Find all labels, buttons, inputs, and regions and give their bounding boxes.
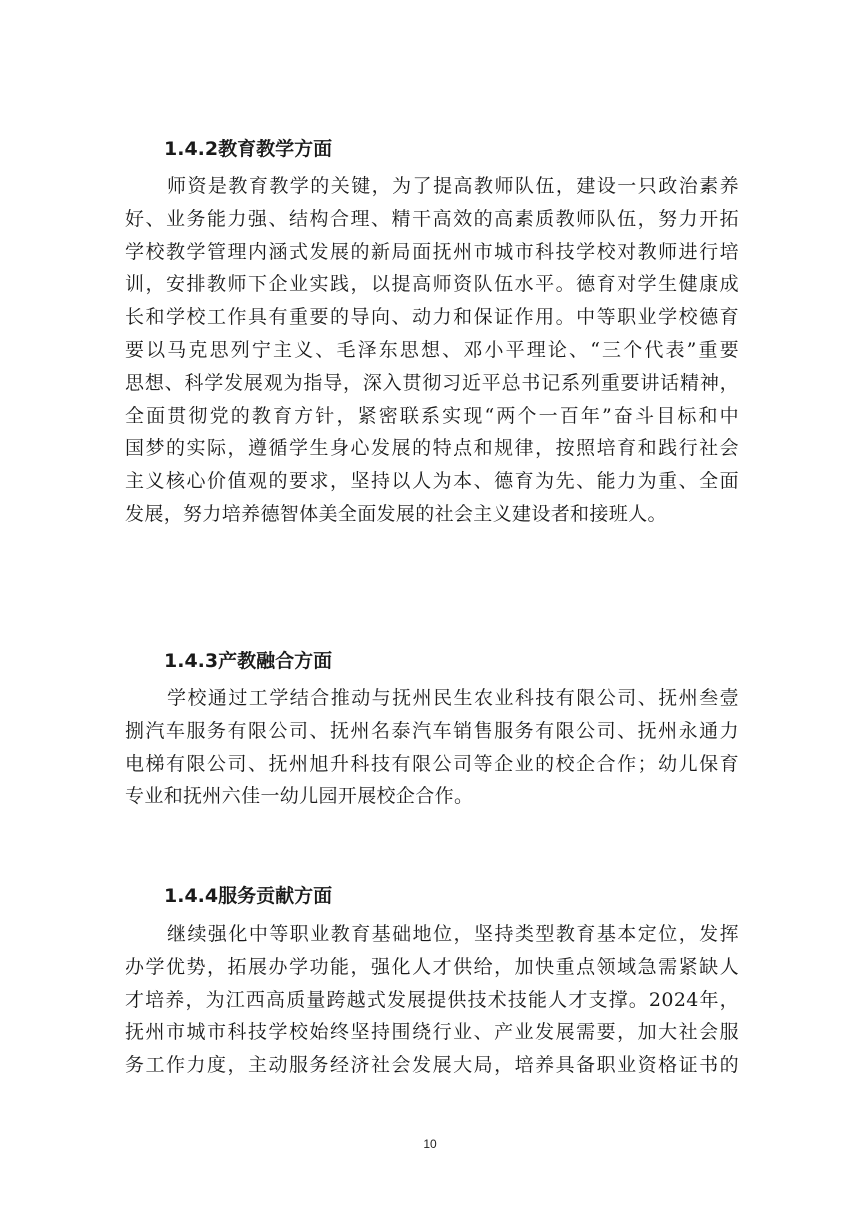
paragraph-line: 学校通过工学结合推动与抚州民生农业科技有限公司、抚州叁壹 xyxy=(167,687,739,709)
page-number: 10 xyxy=(423,1137,437,1151)
paragraph-line: 才培养，为江西高质量跨越式发展提供技术技能人才支撑。2024年， xyxy=(125,988,739,1011)
paragraph-line: 长和学校工作具有重要的导向、动力和保证作用。中等职业学校德育 xyxy=(125,306,739,329)
paragraph-line: 办学优势，拓展办学功能，强化人才供给，加快重点领域急需紧缺人 xyxy=(125,955,739,978)
paragraph-line: 学校教学管理内涵式发展的新局面抚州市城市科技学校对教师进行培 xyxy=(125,240,739,263)
section-body-1-4-2 xyxy=(125,170,739,531)
paragraph-line: 全面贯彻党的教育方针，紧密联系实现“两个一百年”奋斗目标和中 xyxy=(125,404,739,427)
paragraph-line: 思想、科学发展观为指导，深入贯彻习近平总书记系列重要讲话精神， xyxy=(125,371,739,394)
paragraph-line: 主义核心价值观的要求，坚持以人为本、德育为先、能力为重、全面 xyxy=(125,470,739,493)
paragraph-line: 要以马克思列宁主义、毛泽东思想、邓小平理论、“三个代表”重要 xyxy=(125,338,739,361)
paragraph-line: 国梦的实际，遵循学生身心发展的特点和规律，按照培育和践行社会 xyxy=(125,437,739,460)
section-heading-1-4-2: 1.4.2教育教学方面 xyxy=(164,138,333,160)
paragraph-line: 好、业务能力强、结构合理、精干高效的高素质教师队伍，努力开拓 xyxy=(125,207,739,230)
section-heading-1-4-3: 1.4.3产教融合方面 xyxy=(164,650,333,672)
section-body-1-4-4 xyxy=(125,918,739,1082)
section-body-1-4-3 xyxy=(125,682,739,813)
paragraph-line: 捌汽车服务有限公司、抚州名泰汽车销售服务有限公司、抚州永通力 xyxy=(125,719,739,742)
paragraph-line: 师资是教育教学的关键，为了提高教师队伍，建设一只政治素养 xyxy=(167,175,739,197)
paragraph-line: 专业和抚州六佳一幼儿园开展校企合作。 xyxy=(125,785,474,808)
paragraph-line: 抚州市城市科技学校始终坚持围绕行业、产业发展需要，加大社会服 xyxy=(125,1021,739,1044)
paragraph-line: 务工作力度，主动服务经济社会发展大局，培养具备职业资格证书的 xyxy=(125,1054,739,1077)
paragraph-line: 电梯有限公司、抚州旭升科技有限公司等企业的校企合作；幼儿保育 xyxy=(125,752,739,775)
paragraph-line: 发展，努力培养德智体美全面发展的社会主义建设者和接班人。 xyxy=(125,502,667,525)
paragraph-line: 继续强化中等职业教育基础地位，坚持类型教育基本定位，发挥 xyxy=(167,923,739,945)
section-heading-1-4-4: 1.4.4服务贡献方面 xyxy=(164,885,333,907)
paragraph-line: 训，安排教师下企业实践，以提高师资队伍水平。德育对学生健康成 xyxy=(125,273,739,296)
